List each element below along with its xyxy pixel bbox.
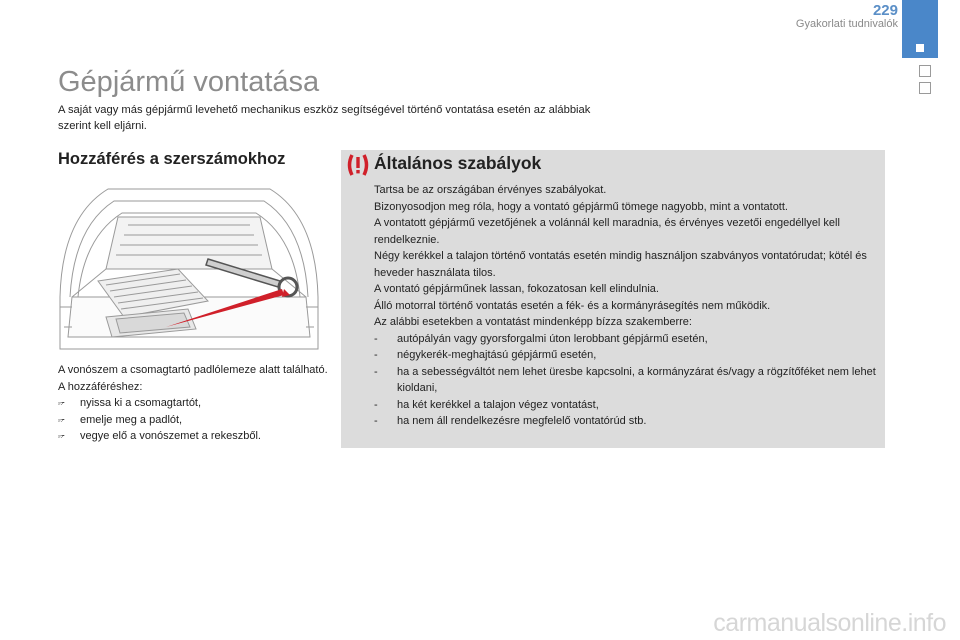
- rule-line: Álló motorral történő vontatás esetén a fék- és a kormányrásegítés nem működik.: [374, 299, 771, 312]
- dash-marker: -: [374, 365, 378, 378]
- chapter-tab-empty-1: [919, 65, 931, 77]
- bullet-hand-icon: 🖙: [58, 414, 65, 425]
- general-rules-text: [374, 182, 880, 430]
- list-item: 🖙 vegye elő a vonószemet a rekeszből.: [58, 428, 328, 445]
- chapter-tab-empty-2: [919, 82, 931, 94]
- tools-access-intro: A hozzáféréshez:: [58, 380, 143, 393]
- dash-marker: -: [374, 349, 378, 361]
- bullet-hand-icon: 🖙: [58, 398, 65, 408]
- trunk-illustration: [58, 177, 320, 352]
- list-item: - ha két kerékkel a talajon végez vontatást,: [374, 397, 880, 414]
- rule-line: A vontató gépjárműnek lassan, fokozatosan kell elindulnia.: [374, 283, 659, 295]
- section-label: Gyakorlati tudnivalók: [795, 18, 898, 30]
- warning-icon: [346, 154, 370, 176]
- chapter-tab: [902, 0, 938, 58]
- dash-marker: -: [374, 398, 378, 411]
- rule-line: Tartsa be az országában érvényes szabályokat.: [374, 184, 607, 196]
- page-title: Gépjármű vontatása: [58, 66, 320, 98]
- bullet-hand-icon: 🖙: [58, 431, 65, 441]
- list-item: - ha a sebességváltót nem lehet üresbe kapcsolni, a kormányzárat és/vagy a rögzítőféket nem lehet kioldani,: [374, 364, 880, 397]
- dash-marker: -: [374, 332, 378, 345]
- rule-line: Négy kerékkel a talajon történő vontatás esetén mindig használjon szabványos vontatórudat; kötél és heveder használata tilos.: [374, 250, 867, 279]
- list-item: - autópályán vagy gyorsforgalmi úton lerobbant gépjármű esetén,: [374, 331, 880, 348]
- tools-heading: Hozzáférés a szerszámokhoz: [58, 150, 286, 168]
- chapter-tab-marker: [916, 44, 924, 52]
- rule-line: A vontatott gépjármű vezetőjének a volánnál kell maradnia, és érvényes vezetői engedéllyel kell rendelkeznie.: [374, 217, 840, 246]
- tools-location-text: A vonószem a csomagtartó padlólemeze alatt található.: [58, 364, 328, 376]
- general-rules-heading: Általános szabályok: [374, 153, 542, 173]
- list-item: - négykerék-meghajtású gépjármű esetén,: [374, 347, 880, 364]
- rule-line: Az alábbi esetekben a vontatást mindenképp bízza szakemberre:: [374, 316, 692, 328]
- list-item: 🖙 nyissa ki a csomagtartót,: [58, 395, 328, 412]
- tools-instructions: [58, 362, 328, 445]
- watermark: carmanualsonline.info: [713, 609, 946, 637]
- trunk-drawing: [58, 177, 320, 352]
- dash-marker: -: [374, 415, 378, 427]
- list-item: - ha nem áll rendelkezésre megfelelő vontatórúd stb.: [374, 413, 880, 430]
- page-number: 229: [872, 2, 898, 19]
- intro-paragraph: A saját vagy más gépjármű levehető mechanikus eszköz segítségével történő vontatása esetén az alábbiak szerint kell eljárni.: [58, 104, 591, 132]
- list-item: 🖙 emelje meg a padlót,: [58, 412, 328, 429]
- rule-line: Bizonyosodjon meg róla, hogy a vontató gépjármű tömege nagyobb, mint a vontatott.: [374, 200, 788, 213]
